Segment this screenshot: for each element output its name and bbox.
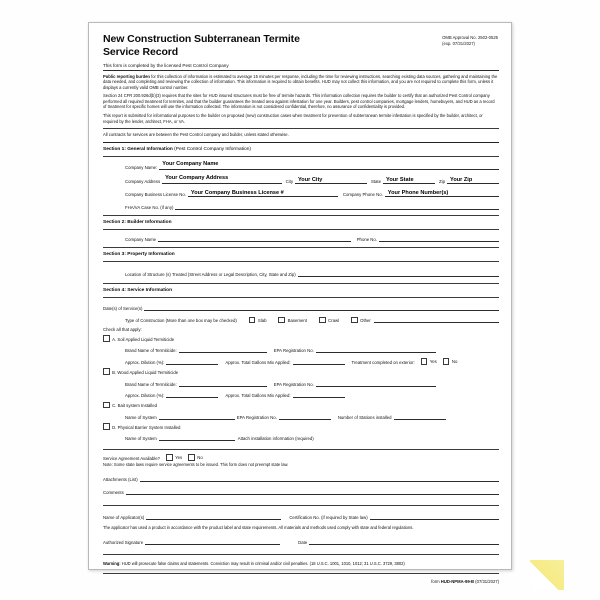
item-c-stations-label: Number of Stations installed — [337, 414, 392, 420]
item-a-exterior-yes[interactable] — [417, 358, 437, 365]
form-number — [103, 579, 499, 584]
item-c-detail-row — [103, 412, 499, 420]
construction-option-other-label: Other — [360, 317, 371, 323]
check-all-label: Check all that apply: — [103, 326, 142, 332]
field-service-dates — [103, 303, 499, 311]
item-a-dilution-input[interactable] — [166, 357, 218, 365]
item-b-brand-input[interactable] — [179, 379, 267, 387]
applicator-label: Name of Applicator(s) — [103, 514, 145, 520]
construction-type-label: Type of Construction (More than one box may be checked) — [125, 318, 237, 324]
item-a-brand-row — [103, 345, 499, 353]
section2-bottom-divider — [103, 247, 499, 248]
item-c-stations-input[interactable] — [394, 412, 446, 420]
section2-divider — [103, 229, 499, 230]
field-builder-company — [103, 234, 499, 242]
zip-label: Zip — [439, 178, 445, 184]
item-d-attach-label: Attach installation information (required) — [237, 436, 314, 442]
service-agreement-no-label: No — [197, 455, 203, 461]
certification-input[interactable] — [370, 512, 499, 520]
item-b-dilution-label: Approx. Dilution (%): — [125, 393, 165, 399]
company-address-label: Company Address — [125, 178, 161, 184]
state-value: Your State — [386, 176, 414, 183]
service-agreement-note: Note: Some state laws require service agreements to be issued. This form does not preempt state law. — [103, 462, 289, 468]
section3-heading: Section 3: Property Information — [103, 252, 175, 258]
checkbox-item-a-no-icon[interactable] — [443, 358, 450, 365]
page-title-line2: Service Record — [103, 45, 179, 58]
paragraph-public-burden — [103, 74, 499, 91]
construction-option-crawl-label: Crawl — [328, 317, 340, 323]
form-number-code: HUD-NPMA-99-B — [440, 579, 475, 585]
item-b-epa-label: EPA Registration No. — [273, 381, 314, 387]
item-b-brand-label: Brand Name of Termiticide: — [125, 381, 177, 387]
section2-heading: Section 2: Builder Information — [103, 219, 172, 225]
item-a-row[interactable] — [103, 335, 499, 342]
section1-heading — [103, 147, 499, 152]
checkbox-item-a-icon[interactable] — [103, 335, 110, 342]
item-a-dilution-row — [103, 357, 499, 365]
item-c-system-label: Name of System — [125, 414, 157, 420]
footer-top-divider — [103, 554, 499, 555]
property-location-label: Location of Structure (s) Treated (Street Address or Legal Description, City, State and Zip) — [125, 272, 296, 278]
construction-option-slab-label: Slab — [257, 317, 267, 323]
omb-approval-block — [442, 35, 498, 47]
service-agreement-label: Service Agreement Available? — [103, 455, 161, 461]
company-phone-label: Company Phone No. — [342, 192, 383, 198]
page-title — [103, 33, 403, 58]
field-company-address — [103, 175, 499, 184]
section3-divider — [103, 261, 499, 262]
page-title-line1: New Construction Subterranean Termite — [103, 33, 300, 45]
warning-body: HUD will prosecute false claims and statements. Conviction may result in criminal and/or civil penalties. (18 U.S.C. 1001, 1010, 1012; 31 U.S.C. 3729, 3802) — [121, 561, 405, 567]
item-a-label: A. Soil Applied Liquid Termiticide — [112, 336, 175, 342]
company-phone-value: Your Phone Number(s) — [387, 190, 449, 197]
item-a-yes-label: Yes — [429, 359, 437, 365]
item-c-label: C. Bait system Installed — [112, 403, 157, 409]
check-all-that-apply — [103, 327, 499, 332]
item-d-label: D. Physical Barrier System Installed — [112, 424, 181, 430]
comments-divider — [103, 505, 499, 506]
omb-approval-number: OMB Approval No. 2502-0525 — [442, 35, 498, 40]
field-fha-case — [103, 202, 499, 210]
checkbox-other-icon[interactable] — [351, 317, 358, 324]
item-a-brand-input[interactable] — [179, 345, 267, 353]
paragraph-contracts: All contracts for services are between the Pest Control company and builder, unless stated otherwise. — [103, 132, 289, 138]
builder-phone-input[interactable] — [379, 234, 499, 242]
construction-option-slab[interactable] — [239, 317, 267, 324]
item-d-system-input[interactable] — [159, 433, 235, 441]
item-a-exterior-label: Treatment completed on exterior: — [351, 359, 415, 365]
field-attachments — [103, 474, 499, 482]
checkbox-item-d-icon[interactable] — [103, 423, 110, 430]
report-divider — [103, 128, 499, 129]
zip-input[interactable] — [447, 176, 499, 184]
burden-bold-lead: Public reporting burden — [103, 73, 150, 79]
field-applicator — [103, 512, 499, 520]
item-a-gallons-label: Approx. Total Gallons Mix Applied: — [225, 359, 291, 365]
contracts-divider — [103, 142, 499, 143]
certification-label: Certification No. (if required by State law) — [289, 514, 368, 520]
item-b-dilution-input[interactable] — [166, 390, 218, 398]
item-a-brand-label: Brand Name of Termiticide: — [125, 348, 177, 354]
license-value: Your Company Business License # — [190, 190, 284, 197]
item-d-detail-row — [103, 433, 499, 441]
field-construction-type — [103, 315, 499, 323]
item-a-epa-label: EPA Registration No. — [273, 348, 314, 354]
checkbox-crawl-icon[interactable] — [319, 317, 326, 324]
item-b-brand-row — [103, 379, 499, 387]
construction-option-crawl[interactable] — [307, 317, 339, 324]
form-number-prefix: form — [431, 579, 440, 585]
item-c-epa-label: EPA Registration No. — [236, 414, 277, 420]
applicator-statement: The applicator has used a product in accordance with the product label and state requirements. All materials and methods used comply with state and federal regulations. — [103, 524, 414, 530]
field-signature — [103, 537, 499, 545]
builder-phone-label: Phone No. — [356, 237, 377, 243]
form-subtitle: This form is completed by the licensed Pest Control Company — [103, 63, 229, 68]
service-dates-input[interactable] — [144, 303, 499, 311]
comments-input[interactable] — [126, 487, 499, 495]
company-name-value: Your Company Name — [162, 161, 219, 168]
company-address-value: Your Company Address — [165, 174, 229, 181]
zip-value: Your Zip — [450, 176, 473, 183]
item-d-system-label: Name of System — [125, 436, 157, 442]
checkbox-agreement-yes-icon[interactable] — [166, 454, 173, 461]
builder-company-input[interactable] — [158, 234, 351, 242]
page-curl-accent — [530, 560, 564, 590]
service-agreement-divider — [103, 449, 499, 450]
item-a-gallons-input[interactable] — [293, 357, 345, 365]
service-agreement-yes-label: Yes — [175, 455, 183, 461]
item-a-epa-input[interactable] — [316, 345, 436, 353]
attachments-label: Attachments (List) — [103, 477, 138, 483]
license-input[interactable] — [188, 189, 338, 197]
comments-label: Comments — [103, 489, 124, 495]
item-b-label: B. Wood Applied Liquid Termiticide — [112, 370, 179, 376]
checkbox-item-c-icon[interactable] — [103, 402, 110, 409]
item-b-gallons-input[interactable] — [293, 390, 345, 398]
service-agreement-row — [103, 454, 499, 461]
item-b-dilution-row — [103, 390, 499, 398]
checkbox-basement-icon[interactable] — [278, 317, 285, 324]
checkbox-agreement-no-icon[interactable] — [188, 454, 195, 461]
signature-input[interactable] — [145, 537, 280, 545]
section4-divider — [103, 297, 499, 298]
service-dates-label: Date(s) of Service(s) — [103, 305, 143, 311]
property-location-input[interactable] — [298, 269, 499, 277]
checkbox-slab-icon[interactable] — [249, 317, 256, 324]
checkbox-item-b-icon[interactable] — [103, 368, 110, 375]
field-comments — [103, 487, 499, 495]
company-address-input[interactable] — [162, 175, 281, 184]
field-property-location — [103, 269, 499, 277]
service-agreement-yes[interactable] — [162, 454, 182, 461]
footer-bottom-divider — [103, 573, 499, 574]
paragraph-report: This report is submitted for informational purposes to the builder on proposed (new) construction cases when treatment for prevention of subterranean termite infestation is specified by the builder, architect, or required by the lender, architect, FHA, or VA. — [103, 113, 483, 124]
item-d-row[interactable] — [103, 423, 499, 430]
section1-heading-bold: Section 1: General Information — [103, 146, 173, 152]
construction-option-basement[interactable] — [266, 317, 306, 324]
city-label: City — [285, 178, 293, 184]
construction-option-other[interactable] — [339, 317, 371, 324]
city-input[interactable] — [295, 176, 367, 184]
signature-label: Authorized Signature — [103, 540, 144, 546]
item-c-epa-input[interactable] — [279, 412, 331, 420]
company-name-label: Company Name: — [125, 165, 158, 171]
section1-bottom-divider — [103, 215, 499, 216]
applicator-input[interactable] — [146, 512, 281, 520]
fha-case-label: FHA/VA Case No. (if any) — [125, 204, 174, 210]
company-phone-input[interactable] — [385, 188, 499, 197]
item-b-epa-input[interactable] — [316, 379, 436, 387]
construction-other-input[interactable] — [374, 315, 499, 323]
warning-statement — [103, 561, 499, 566]
section1-divider — [103, 156, 499, 157]
checkbox-item-a-yes-icon[interactable] — [421, 358, 428, 365]
item-a-no-label: No — [451, 359, 458, 365]
section4-heading: Section 4: Service Information — [103, 288, 173, 294]
form-page — [88, 22, 512, 585]
form-number-date: (07/31/2027) — [475, 579, 499, 585]
omb-expiration: (exp. 07/31/2027) — [442, 41, 475, 46]
fha-case-input[interactable] — [175, 202, 499, 210]
attachments-input[interactable] — [140, 474, 499, 482]
warning-bold-lead: Warning: — [103, 561, 121, 567]
license-label: Company Business License No. — [125, 192, 186, 198]
date-input[interactable] — [309, 537, 499, 545]
item-a-dilution-label: Approx. Dilution (%): — [125, 359, 165, 365]
burden-body: for this collection of information is estimated to average 15 minutes per response, including the time for reviewing instructions, searching existing data sources, gathering and maintaining the data needed, and completing and reviewing the collection of information. This information is required to obtain benefits. HUD may not collect this information, and you are not required to complete this form, unless it displays a currently valid OMB control number. — [103, 73, 498, 90]
item-b-row[interactable] — [103, 368, 499, 375]
paragraph-cfr: Section 24 CFR 200.926d(b)(3) requires that the sites for HUD insured structures must be free of termite hazards. This information collection requires the builder to certify that an authorized Pest Control company performed all required treatment for termites, and that the builder guarantees the treated area against infestation for one year. Builders, pest control companies, mortgage lenders, homebuyers, and HUD as a record of treatment for specific homes will use the information collected. The information is not considered confidential, therefore, no assurance of confidentiality is provided. — [103, 93, 495, 110]
builder-company-label: Company Name — [125, 237, 157, 243]
state-input[interactable] — [383, 176, 435, 184]
item-c-system-input[interactable] — [159, 412, 235, 420]
field-company-name — [103, 161, 499, 170]
item-c-row[interactable] — [103, 402, 499, 409]
construction-option-basement-label: Basement — [287, 317, 307, 323]
state-label: State — [370, 178, 382, 184]
service-agreement-no[interactable] — [182, 454, 203, 461]
company-name-input[interactable] — [159, 161, 499, 170]
header-divider — [103, 70, 499, 71]
field-business-license — [103, 188, 499, 197]
date-label: Date — [298, 540, 308, 546]
section1-heading-normal: (Pest Control Company Information) — [172, 146, 251, 152]
section3-bottom-divider — [103, 283, 499, 284]
item-b-gallons-label: Approx. Total Gallons Mix Applied: — [225, 393, 291, 399]
city-value: Your City — [297, 176, 323, 183]
item-a-exterior-no[interactable] — [437, 358, 458, 365]
